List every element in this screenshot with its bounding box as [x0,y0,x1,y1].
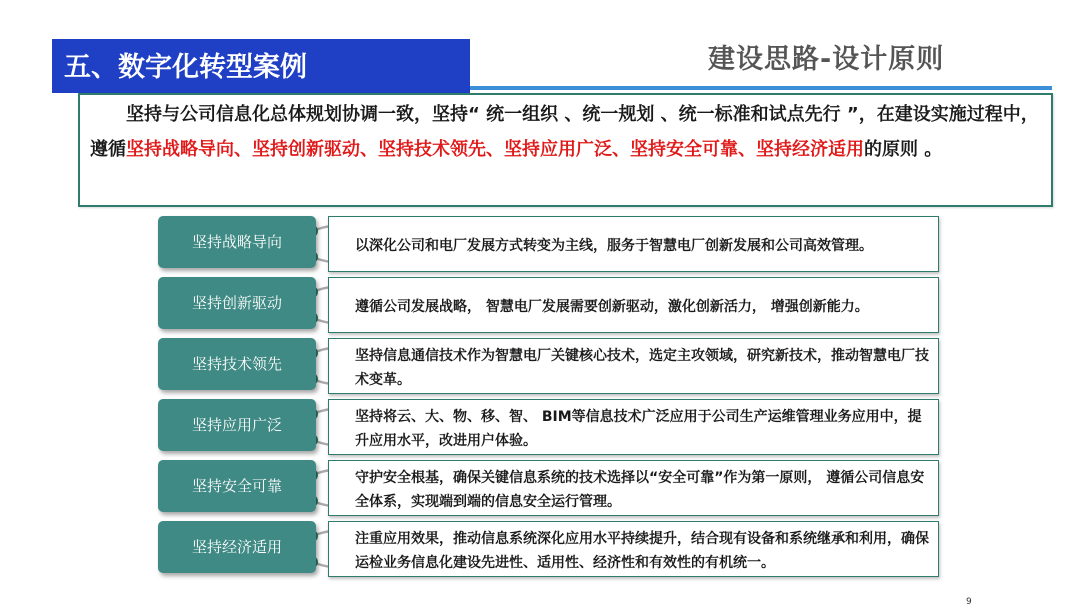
principle-row-security [158,460,940,516]
principle-label: 坚持经济适用 [158,521,316,573]
page-number: 9 [966,597,972,607]
principle-row-innovation [158,277,940,333]
principle-description: 坚持将云、大、物、移、智、 BIM等信息技术广泛应用于公司生产运维管理业务应用中，提升应用水平，改进用户体验。 [328,399,939,455]
principle-description: 守护安全根基，确保关键信息系统的技术选择以“安全可靠”作为第一原则， 遵循公司信息安全体系，实现端到端的信息安全运行管理。 [328,460,939,516]
principle-label: 坚持安全可靠 [158,460,316,512]
principle-description: 遵循公司发展战略， 智慧电厂发展需要创新驱动，激化创新活力， 增强创新能力。 [328,277,939,333]
principle-row-technology [158,338,940,394]
principle-description: 注重应用效果，推动信息系统深化应用水平持续提升，结合现有设备和系统继承和利用，确保运检业务信息化建设先进性、适用性、经济性和有效性的有机统一。 [328,521,939,577]
principle-row-economy [158,521,940,577]
intro-text-part2: 的原则 。 [864,139,943,160]
slide-subtitle: 建设思路-设计原则 [708,44,945,75]
intro-highlight: 坚持战略导向、坚持创新驱动、坚持技术领先、坚持应用广泛、坚持安全可靠、坚持经济适用 [126,139,864,160]
intro-text-part1: 坚持与公司信息化总体规划协调一致，坚持“ 统一组织 、统一规划 、统一标准和试点先行 ”，在建设实施过程中， 遵循 [90,104,1039,160]
principle-row-application [158,399,940,455]
header-divider [470,86,1052,90]
section-title: 五、数字化转型案例 [52,39,470,93]
principle-label: 坚持战略导向 [158,216,316,268]
intro-box [78,93,1053,207]
principle-description: 坚持信息通信技术作为智慧电厂关键核心技术，选定主攻领域，研究新技术，推动智慧电厂技术变革。 [328,338,939,394]
principle-label: 坚持技术领先 [158,338,316,390]
principle-label: 坚持创新驱动 [158,277,316,329]
intro-paragraph [90,97,1040,167]
principle-row-strategy [158,216,940,272]
principle-description: 以深化公司和电厂发展方式转变为主线，服务于智慧电厂创新发展和公司高效管理。 [328,216,939,272]
principle-label: 坚持应用广泛 [158,399,316,451]
